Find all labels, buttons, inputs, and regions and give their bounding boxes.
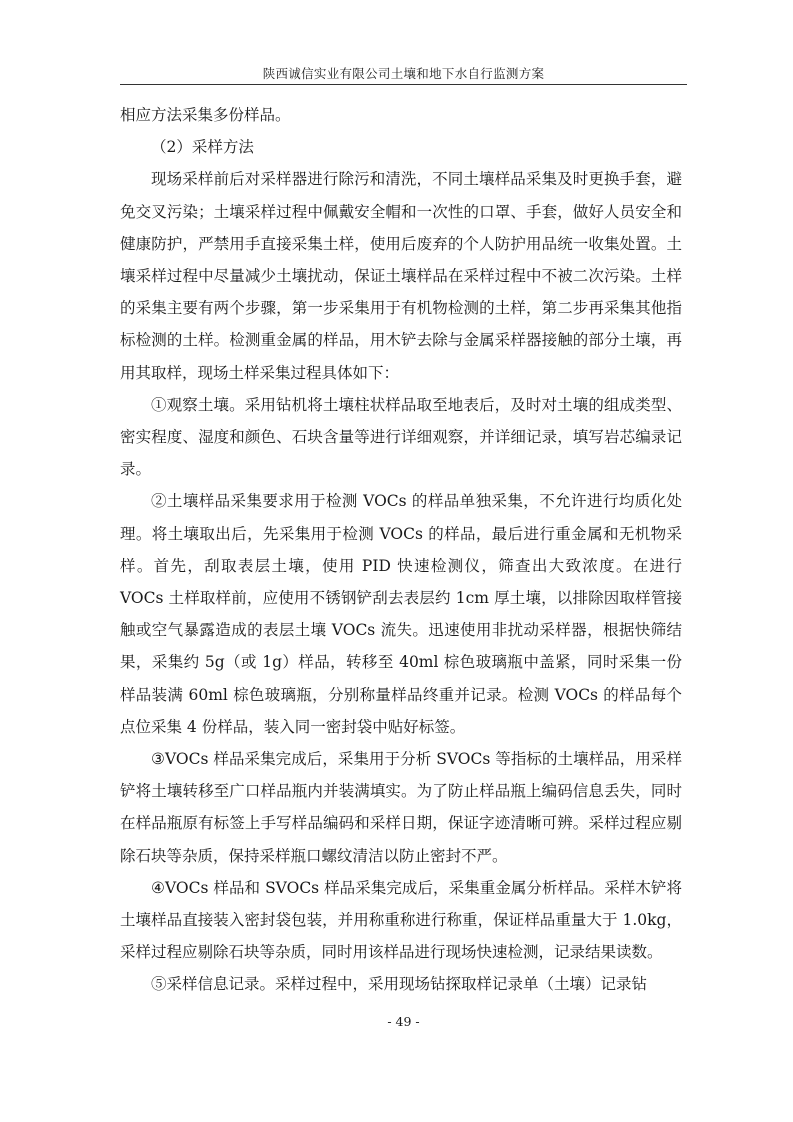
- paragraph-step-4-heavy-metals: ④VOCs 样品和 SVOCs 样品采集完成后，采集重金属分析样品。采样木铲将土壤样品直接装入密封袋包装，并用称重称进行称重，保证样品重量大于 1.0kg，采样过程应剔除石块等杂质，同时用该样品进行现场快速检测，记录结果读数。: [120, 878, 682, 962]
- document-body: [120, 99, 682, 1001]
- document-header: 陕西诚信实业有限公司土壤和地下水自行监测方案: [262, 66, 545, 81]
- paragraph-continuation: 相应方法采集多份样品。: [120, 106, 291, 124]
- paragraph-step-5-record-info: ⑤采样信息记录。采样过程中，采用现场钻探取样记录单（土壤）记录钻: [151, 975, 648, 994]
- section-heading-sampling-method: （2）采样方法: [151, 138, 254, 157]
- paragraph-step-3-svocs-sampling: ③VOCs 样品采集完成后，采集用于分析 SVOCs 等指标的土壤样品，用采样铲将土壤转移至广口样品瓶内并装满填实。为了防止样品瓶上编码信息丢失，同时在样品瓶原有标签上手写样品编码和采样日期，保证字迹清晰可辨。采样过程应剔除石块等杂质，保持采样瓶口螺纹清洁以防止密封不严。: [120, 750, 682, 865]
- paragraph-sampling-overview: 现场采样前后对采样器进行除污和清洗，不同土壤样品采集及时更换手套，避免交叉污染；土壤采样过程中佩戴安全帽和一次性的口罩、手套，做好人员安全和健康防护，严禁用手直接采集土样，使用后废弃的个人防护用品统一收集处置。土壤采样过程中尽量减少土壤扰动，保证土壤样品在采样过程中不被二次污染。土样的采集主要有两个步骤，第一步采集用于有机物检测的土样，第二步再采集其他指标检测的土样。检测重金属的样品，用木铲去除与金属采样器接触的部分土壤，再用其取样，现场土样采集过程具体如下：: [120, 170, 682, 382]
- header-divider: [120, 84, 687, 85]
- page-number: - 49 -: [387, 1014, 420, 1029]
- paragraph-step-1-observe-soil: ①观察土壤。采用钻机将土壤柱状样品取至地表后，及时对土壤的组成类型、密实程度、湿度和颜色、石块含量等进行详细观察，并详细记录，填写岩芯编录记录。: [120, 395, 682, 479]
- paragraph-step-2-vocs-sampling: ②土壤样品采集要求用于检测 VOCs 的样品单独采集，不允许进行均质化处理。将土壤取出后，先采集用于检测 VOCs 的样品，最后进行重金属和无机物采样。首先，刮取表层土壤，使用 PID 快速检测仪，筛查出大致浓度。在进行 VOCs 土样取样前，应使用不锈钢铲刮去表层约 1cm 厚土壤，以排除因取样管接触或空气暴露造成的表层土壤 VOCs 流失。迅速使用非扰动采样器，根据快筛结果，采集约 5g（或 1g）样品，转移至 40ml 棕色玻璃瓶中盖紧，同时采集一份样品装满 60ml 棕色玻璃瓶，分别称量样品终重并记录。检测 VOCs 的样品每个点位采集 4 份样品，装入同一密封袋中贴好标签。: [120, 492, 682, 736]
